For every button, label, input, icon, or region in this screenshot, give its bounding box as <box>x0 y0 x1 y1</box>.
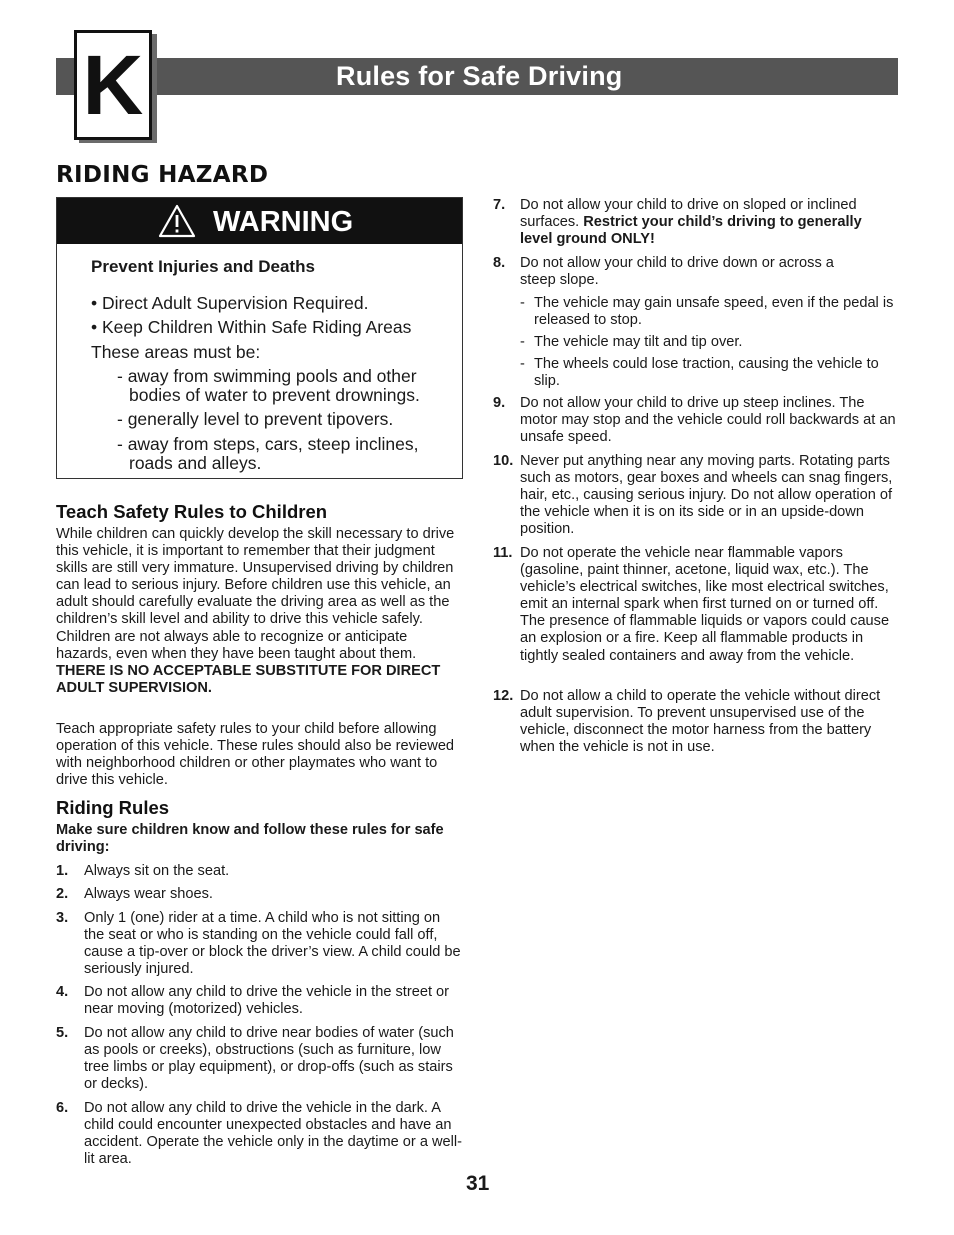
warning-area: - away from swimming pools and other <box>117 366 417 386</box>
warning-bullet: • Keep Children Within Safe Riding Areas <box>91 317 412 337</box>
teach-heading: Teach Safety Rules to Children <box>56 501 328 522</box>
page-title: Rules for Safe Driving <box>336 61 623 91</box>
teach-paragraph-bold: THERE IS NO ACCEPTABLE SUBSTITUTE FOR DIRECT ADULT SUPERVISION. <box>56 662 441 696</box>
list-item-text: Always sit on the seat. <box>84 863 230 879</box>
teach-paragraph-text: While children can quickly develop the skill necessary to drive this vehicle, it is important to remember that their judgment skills are still very immature. Unsupervised driving by children can lead to serious injury. Before children use this vehicle, an adult should carefully evaluate the driving area as well as the children’s skill level and ability to drive this vehicle safely. Children are not always able to recognize or anticipate hazards, even when they have been taught about them. <box>56 526 455 662</box>
warning-area: roads and alleys. <box>129 453 262 473</box>
list-item-number: 8. <box>493 255 506 271</box>
warning-box <box>56 197 463 479</box>
list-item-number: 7. <box>493 197 506 213</box>
list-item-number: 3. <box>56 910 69 926</box>
warning-label: WARNING <box>213 206 354 238</box>
list-item-text: Do not allow any child to drive the vehicle in the street or near moving (motorized) vehicles. <box>84 984 450 1018</box>
list-item-text: Never put anything near any moving parts. Rotating parts such as motors, gear boxes and wheels can snag fingers, hair, etc., causing serious injury. Do not allow operation of the vehicle when it is on its side or in an upside-down position. <box>520 453 893 538</box>
list-item-text: Do not allow any child to drive the vehicle in the dark. A child could encounter unexpected obstacles and have an accident. Operate the vehicle only in the daytime or a well-lit area. <box>84 1100 463 1168</box>
list-item-number: 10. <box>493 453 514 469</box>
list-item-number: 11. <box>493 545 513 561</box>
warning-area: - away from steps, cars, steep inclines, <box>117 434 419 454</box>
list-item-text: Do not allow your child to drive up steep inclines. The motor may stop and the vehicle could roll backwards at an unsafe speed. <box>520 395 896 446</box>
sub-list-item-text: The vehicle may tilt and tip over. <box>534 334 743 350</box>
list-item-number: 6. <box>56 1100 69 1116</box>
warning-area: bodies of water to prevent drownings. <box>129 385 420 405</box>
page-number: 31 <box>466 1172 490 1195</box>
list-item-text: Do not allow your child to drive on sloped or inclined surfaces. <box>520 197 857 231</box>
sub-list-item-text: The wheels could lose traction, causing the vehicle to slip. <box>534 356 879 390</box>
warning-header <box>57 198 462 244</box>
list-item-bold: Restrict your child’s driving to generally level ground ONLY! <box>520 214 862 248</box>
list-item-text: Always wear shoes. <box>84 886 213 902</box>
warning-areas-intro: These areas must be: <box>91 342 261 362</box>
list-item-number: 1. <box>56 863 69 879</box>
warning-area: - generally level to prevent tipovers. <box>117 409 394 429</box>
list-item-text: Do not operate the vehicle near flammable vapors (gasoline, paint thinner, acetone, liquid wax, etc.). The vehicle’s electrical switches, like most electrical switches, emit an internal spark when first turned on or turned off. The presence of flammable liquids or vapors could cause an explosion or a fire. Keep all flammable products in tightly sealed containers and away from the vehicle. <box>520 545 890 664</box>
list-item-text: Only 1 (one) rider at a time. A child who is not sitting on the seat or who is standing on the vehicle could fall off, cause a tip-over or block the driver’s view. A child could be seriously injured. <box>84 910 461 978</box>
warning-triangle-icon <box>158 204 196 238</box>
riding-rules-heading: Riding Rules <box>56 797 170 818</box>
list-item-text: Do not allow a child to operate the vehicle without direct adult supervision. To prevent unsupervised use of the vehicle, disconnect the motor harness from the battery when the vehicle is not in use. <box>520 688 881 756</box>
list-item-number: 5. <box>56 1025 69 1041</box>
list-item-number: 12. <box>493 688 514 704</box>
riding-hazard-heading: RIDING HAZARD <box>56 162 269 188</box>
warning-bullet: • Direct Adult Supervision Required. <box>91 293 369 313</box>
list-item-text: Do not allow your child to drive down or across a steep slope. <box>520 255 834 289</box>
list-item-number: 4. <box>56 984 69 1000</box>
section-letter: K <box>74 30 152 140</box>
list-item-number: 9. <box>493 395 506 411</box>
teach-paragraph: Teach appropriate safety rules to your child before allowing operation of this vehicle. These rules should also be reviewed with neighborhood children or other playmates who want to drive this vehicle. <box>56 721 455 789</box>
warning-subtitle: Prevent Injuries and Deaths <box>91 257 315 276</box>
teach-paragraph <box>56 526 456 697</box>
sub-list-item-text: The vehicle may gain unsafe speed, even if the pedal is released to stop. <box>534 295 894 329</box>
riding-rules-intro: Make sure children know and follow these rules for safe driving: <box>56 822 444 856</box>
list-item-text: Do not allow any child to drive near bodies of water (such as pools or creeks), obstructions (such as furniture, low tree limbs or play equipment), or drop-offs (such as stairs or decks). <box>84 1025 454 1093</box>
list-item-number: 2. <box>56 886 69 902</box>
